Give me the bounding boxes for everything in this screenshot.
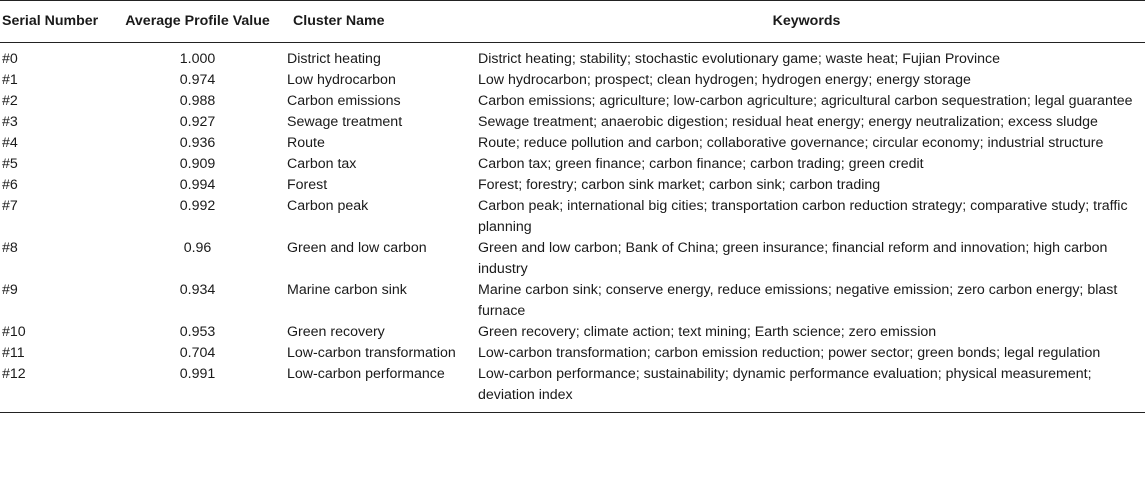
avg-profile-cell: 0.927 xyxy=(179,114,216,130)
keywords-cell: Green and low carbon; Bank of China; green insurance; financial reform and innovation; high carbon industry xyxy=(478,240,1108,277)
avg-profile-cell: 0.992 xyxy=(179,198,216,214)
avg-profile-cell: 0.704 xyxy=(179,345,216,361)
avg-profile-cell: 0.96 xyxy=(183,240,212,256)
serial-cell: #7 xyxy=(2,198,18,214)
avg-profile-cell: 0.991 xyxy=(179,366,216,382)
table-row xyxy=(0,70,1145,91)
header-row xyxy=(0,1,1145,43)
cluster-name-cell: Marine carbon sink xyxy=(287,282,407,298)
avg-profile-cell: 0.953 xyxy=(179,324,216,340)
table-row xyxy=(0,91,1145,112)
keywords-cell: Sewage treatment; anaerobic digestion; residual heat energy; energy neutralization; excess sludge xyxy=(478,114,1098,130)
cluster-name-cell: Green recovery xyxy=(287,324,385,340)
keywords-cell: Forest; forestry; carbon sink market; carbon sink; carbon trading xyxy=(478,177,881,193)
table-row xyxy=(0,322,1145,343)
cluster-name-cell: District heating xyxy=(287,51,381,67)
avg-profile-cell: 0.909 xyxy=(179,156,216,172)
avg-profile-cell: 0.934 xyxy=(179,282,216,298)
serial-cell: #3 xyxy=(2,114,18,130)
keywords-cell: Marine carbon sink; conserve energy, reduce emissions; negative emission; zero carbon energy; blast furnace xyxy=(478,282,1118,319)
serial-cell: #4 xyxy=(2,135,18,151)
table-row xyxy=(0,280,1145,322)
avg-profile-cell: 0.988 xyxy=(179,93,216,109)
keywords-cell: Carbon emissions; agriculture; low-carbon agriculture; agricultural carbon sequestration; legal guarantee xyxy=(478,93,1133,109)
keywords-cell: Low-carbon transformation; carbon emission reduction; power sector; green bonds; legal regulation xyxy=(478,345,1101,361)
keywords-cell: District heating; stability; stochastic evolutionary game; waste heat; Fujian Province xyxy=(478,51,1001,67)
cluster-name-cell: Low hydrocarbon xyxy=(287,72,396,88)
serial-cell: #1 xyxy=(2,72,18,88)
cluster-name-cell: Carbon tax xyxy=(287,156,357,172)
table-row xyxy=(0,154,1145,175)
serial-cell: #0 xyxy=(2,51,18,67)
header-keywords: Keywords xyxy=(772,13,841,29)
table-row xyxy=(0,238,1145,280)
cluster-name-cell: Sewage treatment xyxy=(287,114,403,130)
keywords-cell: Carbon peak; international big cities; transportation carbon reduction strategy; comparative study; traffic planning xyxy=(478,198,1128,235)
keywords-cell: Route; reduce pollution and carbon; collaborative governance; circular economy; industrial structure xyxy=(478,135,1104,151)
table-row xyxy=(0,196,1145,238)
header-serial-number: Serial Number xyxy=(2,13,99,29)
cluster-name-cell: Carbon peak xyxy=(287,198,369,214)
table-row xyxy=(0,112,1145,133)
table-row xyxy=(0,175,1145,196)
cluster-name-cell: Route xyxy=(287,135,325,151)
serial-cell: #5 xyxy=(2,156,18,172)
table-body xyxy=(0,43,1145,413)
cluster-name-cell: Low-carbon transformation xyxy=(287,345,456,361)
cluster-name-cell: Carbon emissions xyxy=(287,93,401,109)
avg-profile-cell: 0.994 xyxy=(179,177,216,193)
cluster-name-cell: Low-carbon performance xyxy=(287,366,445,382)
header-cluster-name: Cluster Name xyxy=(293,13,385,29)
table-row xyxy=(0,343,1145,364)
avg-profile-cell: 0.974 xyxy=(179,72,216,88)
keywords-cell: Low hydrocarbon; prospect; clean hydrogen; hydrogen energy; energy storage xyxy=(478,72,971,88)
serial-cell: #12 xyxy=(2,366,26,382)
serial-cell: #11 xyxy=(2,345,25,361)
serial-cell: #2 xyxy=(2,93,18,109)
keywords-cell: Low-carbon performance; sustainability; dynamic performance evaluation; physical measurement; deviation index xyxy=(478,366,1092,403)
keywords-cell: Carbon tax; green finance; carbon finance; carbon trading; green credit xyxy=(478,156,924,172)
keywords-cell: Green recovery; climate action; text mining; Earth science; zero emission xyxy=(478,324,937,340)
serial-cell: #8 xyxy=(2,240,18,256)
cluster-name-cell: Forest xyxy=(287,177,328,193)
cluster-name-cell: Green and low carbon xyxy=(287,240,427,256)
serial-cell: #6 xyxy=(2,177,18,193)
table-row xyxy=(0,43,1145,71)
table-row xyxy=(0,133,1145,154)
table-row xyxy=(0,364,1145,413)
serial-cell: #10 xyxy=(2,324,26,340)
header-average-profile-value: Average Profile Value xyxy=(125,13,270,29)
avg-profile-cell: 1.000 xyxy=(179,51,216,67)
serial-cell: #9 xyxy=(2,282,18,298)
table-header xyxy=(0,1,1145,43)
avg-profile-cell: 0.936 xyxy=(179,135,216,151)
